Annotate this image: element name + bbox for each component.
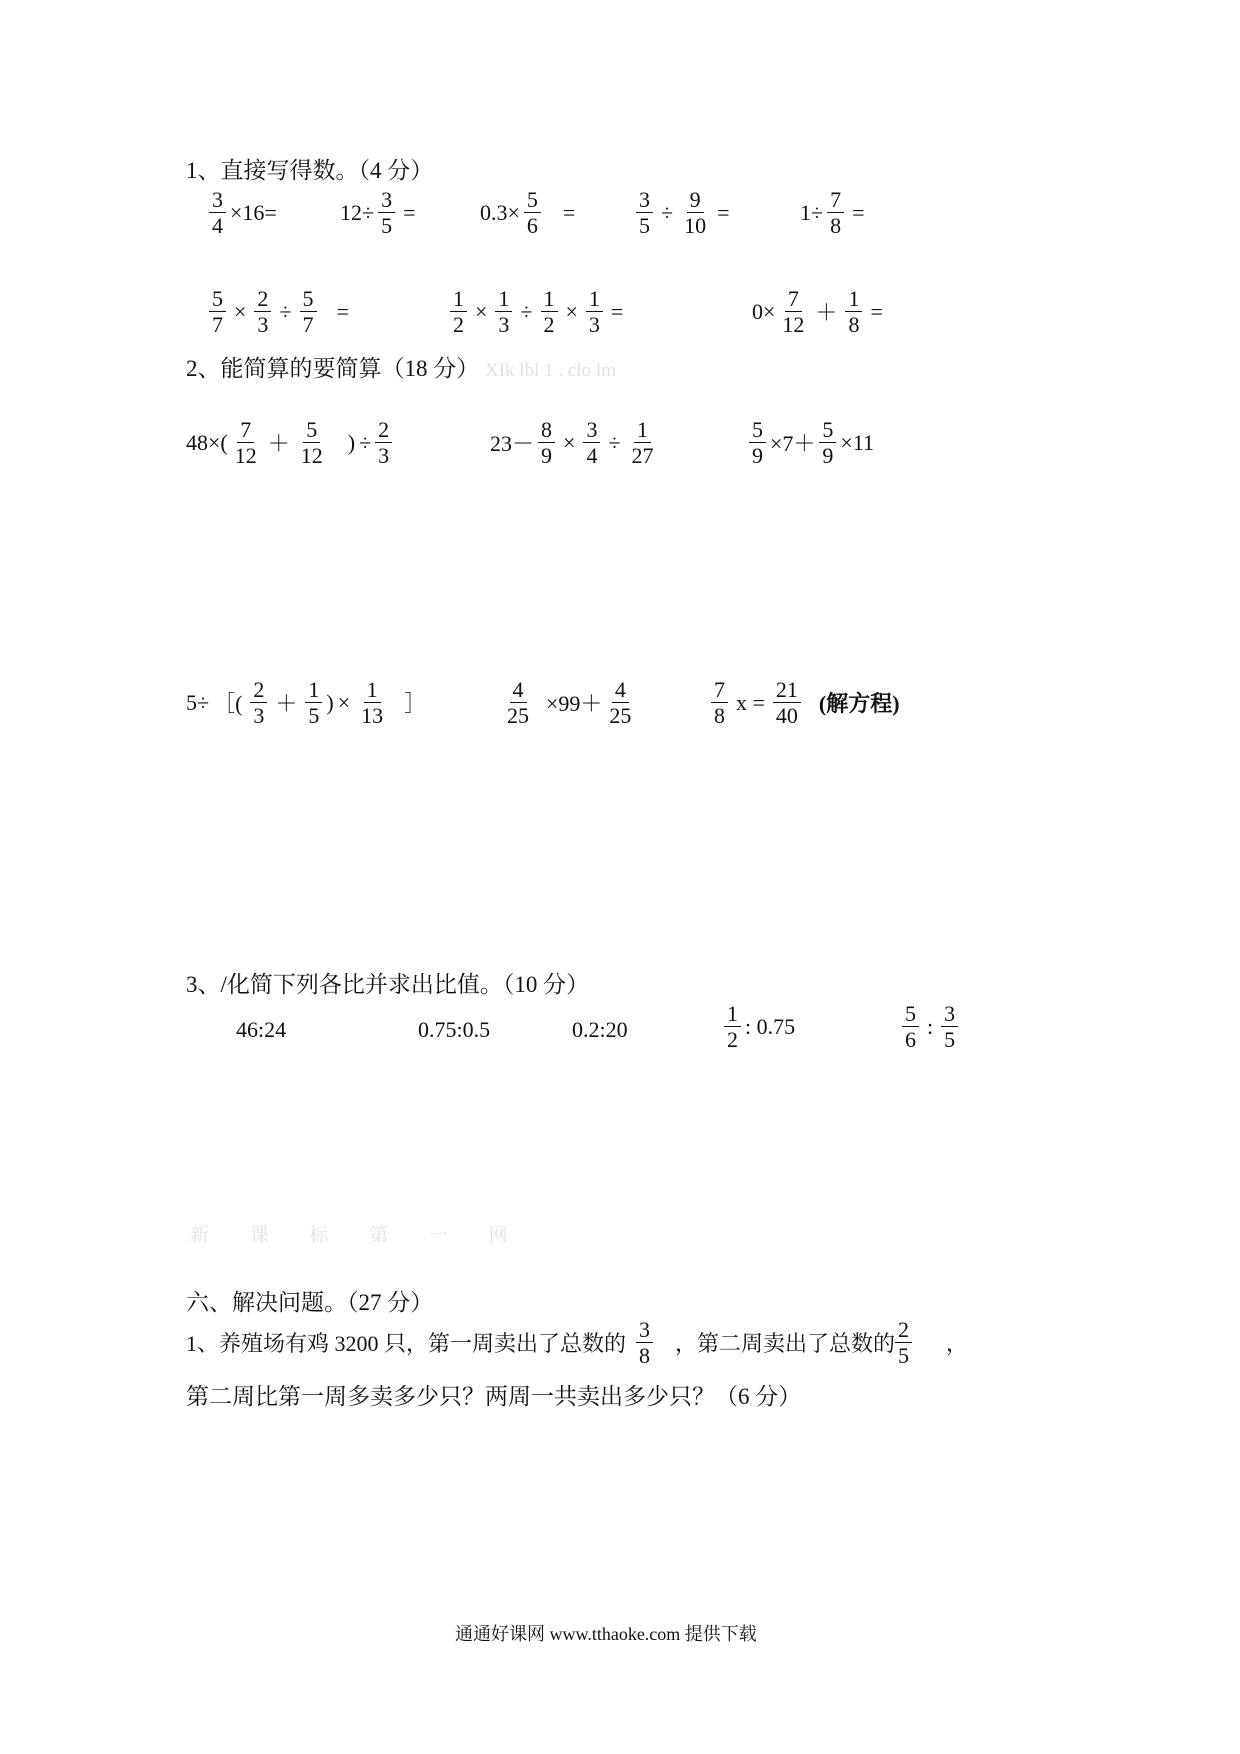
- faint-watermark: 新 课 标 第 一 网: [190, 1225, 526, 1246]
- fraction: $\frac{1}{2}$: [724, 1002, 741, 1051]
- footer-text: 通通好课网 www.tthaoke.com 提供下载: [455, 1624, 757, 1644]
- problem-text: ，: [946, 1331, 969, 1357]
- fraction: $\frac{2}{3}$: [375, 418, 392, 467]
- fraction: $\frac{5}{12}$: [300, 417, 323, 469]
- fraction: $\frac{5}{9}$: [749, 418, 766, 467]
- ratio-5: $\frac{5}{6}$ : $\frac{3}{5}$: [898, 1002, 962, 1051]
- s1-expr-2: 12÷ $\frac{3}{5}$ =: [340, 187, 416, 239]
- expr-text: 5÷: [186, 689, 210, 715]
- s2-expr-1: 48×( $\frac{7}{12}$ ＋ $\frac{5}{12}$ ) ÷ $\frac{2}{3}$: [186, 418, 396, 467]
- fraction: $\frac{21}{40}$: [773, 678, 801, 727]
- expr-text: ×11: [840, 429, 875, 455]
- expr-text: 48×(: [186, 429, 228, 455]
- ratio-1: 46:24: [236, 1017, 287, 1042]
- fraction: $\frac{2}{3}$: [250, 678, 267, 727]
- expr-text: 23－: [490, 431, 535, 457]
- solve-equation-label: (解方程): [818, 691, 900, 717]
- section-1-heading: 1、直接写得数。（4 分）: [186, 158, 434, 183]
- fraction: $\frac{1}{8}$: [845, 287, 862, 336]
- problem-1-line-1: [186, 1318, 968, 1367]
- s1-expr-7: $\frac{1}{2}$ × $\frac{1}{3}$ ÷ $\frac{1}{2}$ × $\frac{1}{3}$ =: [446, 287, 627, 336]
- problem-text: ，第二周卖出了总数的: [675, 1331, 896, 1357]
- fraction: $\frac{4}{25}$: [507, 677, 529, 729]
- fraction: $\frac{5}{7}$: [209, 287, 226, 336]
- s1-expr-5: 1÷ $\frac{7}{8}$ =: [800, 187, 865, 239]
- s2-expr-5: [500, 678, 638, 727]
- fraction: $\frac{7}{8}$: [827, 188, 844, 237]
- s1-expr-3: 0.3× $\frac{5}{6}$ =: [480, 187, 576, 239]
- fraction: $\frac{3}{5}$: [378, 188, 395, 237]
- watermark-text: XIk lbl 1 . clo lm: [485, 360, 616, 381]
- expr-text: ×7＋: [770, 431, 816, 457]
- s2-expr-4: 5÷ ［( $\frac{2}{3}$ ＋ $\frac{1}{5}$ ) × $\frac{1}{13}$ ］: [186, 677, 427, 729]
- s2-expr-3: [745, 418, 874, 467]
- expr-text: 0.3×: [480, 199, 520, 225]
- s1-expr-4: $\frac{3}{5}$ ÷ $\frac{9}{10}$ =: [632, 188, 734, 237]
- s1-expr-6: $\frac{5}{7}$ × $\frac{2}{3}$ ÷ $\frac{5}{7}$ =: [205, 287, 353, 336]
- fraction: $\frac{7}{12}$: [782, 286, 805, 338]
- heading-text: 2、能简算的要简算（18 分）: [186, 356, 480, 381]
- expr-text: x =: [736, 689, 765, 715]
- s1-expr-8: 0× $\frac{7}{12}$ ＋ $\frac{1}{8}$ =: [752, 286, 883, 338]
- s2-expr-2: 23－ $\frac{8}{9}$ × $\frac{3}{4}$ ÷ $\frac{1}{27}$: [490, 418, 661, 467]
- fraction: $\frac{2}{3}$: [254, 287, 271, 336]
- section-2-heading: [186, 350, 616, 383]
- fraction: $\frac{1}{5}$: [305, 678, 322, 727]
- expr-text: 0×: [752, 298, 776, 324]
- ratio-4: [720, 1002, 795, 1051]
- expr-text: 12÷: [340, 199, 375, 225]
- section-6-heading: 六、解决问题。（27 分）: [186, 1290, 434, 1315]
- expr-text: ×16=: [230, 199, 277, 225]
- fraction: $\frac{7}{12}$: [234, 417, 257, 469]
- fraction: $\frac{1}{3}$: [586, 287, 603, 336]
- section-3-heading: 3、/化简下列各比并求出比值。（10 分）: [186, 972, 590, 997]
- fraction: $\frac{1}{27}$: [631, 417, 654, 469]
- ratio-2: 0.75:0.5: [418, 1017, 491, 1042]
- fraction: $\frac{3}{4}$: [583, 418, 600, 467]
- fraction: $\frac{1}{13}$: [361, 677, 384, 729]
- s2-expr-6: [707, 678, 900, 727]
- ratio-3: 0.2:20: [572, 1017, 628, 1042]
- problem-1-line-2: 第二周比第一周多卖多少只？两周一共卖出多少只？（6 分）: [186, 1384, 802, 1409]
- fraction: $\frac{3}{5}$: [636, 188, 653, 237]
- fraction: $\frac{1}{2}$: [541, 287, 558, 336]
- fraction: $\frac{2}{5}$: [895, 1318, 912, 1367]
- fraction: $\frac{5}{7}$: [300, 287, 317, 336]
- expr-text: : 0.75: [745, 1013, 796, 1039]
- fraction: $\frac{1}{2}$: [450, 287, 467, 336]
- fraction: $\frac{1}{3}$: [495, 287, 512, 336]
- expr-text: 1÷: [800, 199, 824, 225]
- fraction: $\frac{5}{6}$: [524, 188, 541, 237]
- fraction: $\frac{3}{8}$: [636, 1318, 653, 1367]
- fraction: $\frac{3}{4}$: [209, 188, 226, 237]
- fraction: $\frac{8}{9}$: [538, 418, 555, 467]
- fraction: $\frac{3}{5}$: [941, 1002, 958, 1051]
- problem-text: 1、养殖场有鸡 3200 只，第一周卖出了总数的: [186, 1331, 627, 1357]
- fraction: $\frac{5}{9}$: [819, 418, 836, 467]
- fraction: $\frac{4}{25}$: [609, 677, 632, 729]
- fraction: $\frac{5}{6}$: [902, 1002, 919, 1051]
- expr-text: ×99＋: [546, 691, 603, 717]
- s1-expr-1: [205, 188, 277, 237]
- fraction: $\frac{7}{8}$: [711, 678, 728, 727]
- fraction: $\frac{9}{10}$: [684, 187, 707, 239]
